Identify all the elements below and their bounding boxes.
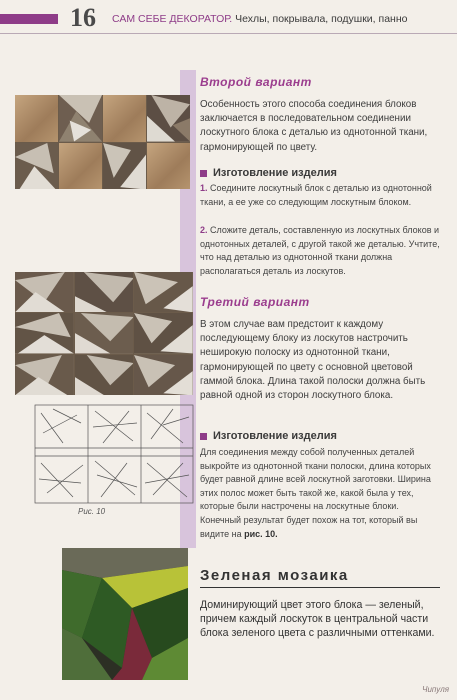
header-accent-bar [0,14,58,24]
solid-patch [147,143,190,190]
making-body: Для соединения между собой полученных деталей выкройте из однотонной ткани полоски, длина которых будет равной длине всей лоскутной заготовки. Ширина этих полос может быть такой же, какой была у тех, которые были настрочены на лоскутные блоки. Конечный результат будет похож на тот, который вы видите на [200,447,431,539]
heading-square-icon [200,170,207,177]
quilt-photo-variant-3 [15,272,193,395]
patchwork-block [15,313,74,353]
patchwork-block [75,272,134,312]
watermark: Чипуля [422,685,449,694]
variant-3-making-text [200,446,440,541]
making-title: Изготовление изделия [213,430,337,442]
heading-square-icon [200,433,207,440]
patchwork-block [75,355,134,395]
step-number: 1. [200,183,208,193]
making-title: Изготовление изделия [213,167,337,179]
step-number: 2. [200,225,208,235]
figure-10-diagram [33,403,195,505]
green-mosaic-photo [62,548,188,680]
variant-3-title: Третий вариант [200,295,310,309]
variant-2-making-heading [200,167,337,179]
variant-2-step-2 [200,224,440,278]
patchwork-block [134,355,193,395]
page-number: 16 [70,3,96,32]
green-mosaic-text: Доминирующий цвет этого блока — зеленый, причем каждый лоскуток в центральной части блока зеленого цвета с различными оттенками. [200,599,435,639]
book-title: САМ СЕБЕ ДЕКОРАТОР. [112,13,233,25]
patchwork-block [15,355,74,395]
patchwork-block [75,313,134,353]
figure-reference: рис. 10. [244,528,278,539]
variant-3-making-heading [200,430,337,442]
patchwork-block [15,143,58,190]
variant-2-title: Второй вариант [200,75,312,89]
patchwork-block [134,313,193,353]
solid-patch [15,95,58,142]
title-rule [200,587,440,588]
step-text: Соедините лоскутный блок с деталью из однотонной ткани, а ее уже со следующим лоскутным блоком. [200,183,432,207]
patchwork-block [59,95,102,142]
header-rule [0,33,457,34]
patchwork-block [15,272,74,312]
chapter-title: Чехлы, покрывала, подушки, панно [232,13,408,25]
green-mosaic-title: Зеленая мозаика [200,567,349,584]
quilt-photo-variant-2 [15,95,190,189]
variant-2-step-1 [200,182,440,209]
running-header [112,13,407,25]
patchwork-block [103,143,146,190]
variant-3-intro: В этом случае вам предстоит к каждому последующему блоку из лоскутов настрочить неширокую полоску из однотонной ткани, гармонирующей по цвету с основной цветовой гаммой блока. Длина такой полоски должна быть равной одной из сторон лоскутного блока. [200,319,426,402]
figure-caption: Рис. 10 [78,507,106,516]
variant-2-intro: Особенность этого способа соединения блоков заключается в последовательном соединении лоскутного блока с деталью из однотонной ткани, гармонирующей по цвету. [200,99,428,153]
step-text: Сложите деталь, составленную из лоскутных блоков и однотонных деталей, с другой такой же деталью. Учтите, что над деталью из однотонной ткани должна располагаться деталь из лоскутов. [200,225,440,276]
patchwork-block [134,272,193,312]
solid-patch [59,143,102,190]
solid-patch [103,95,146,142]
patchwork-block [147,95,190,142]
